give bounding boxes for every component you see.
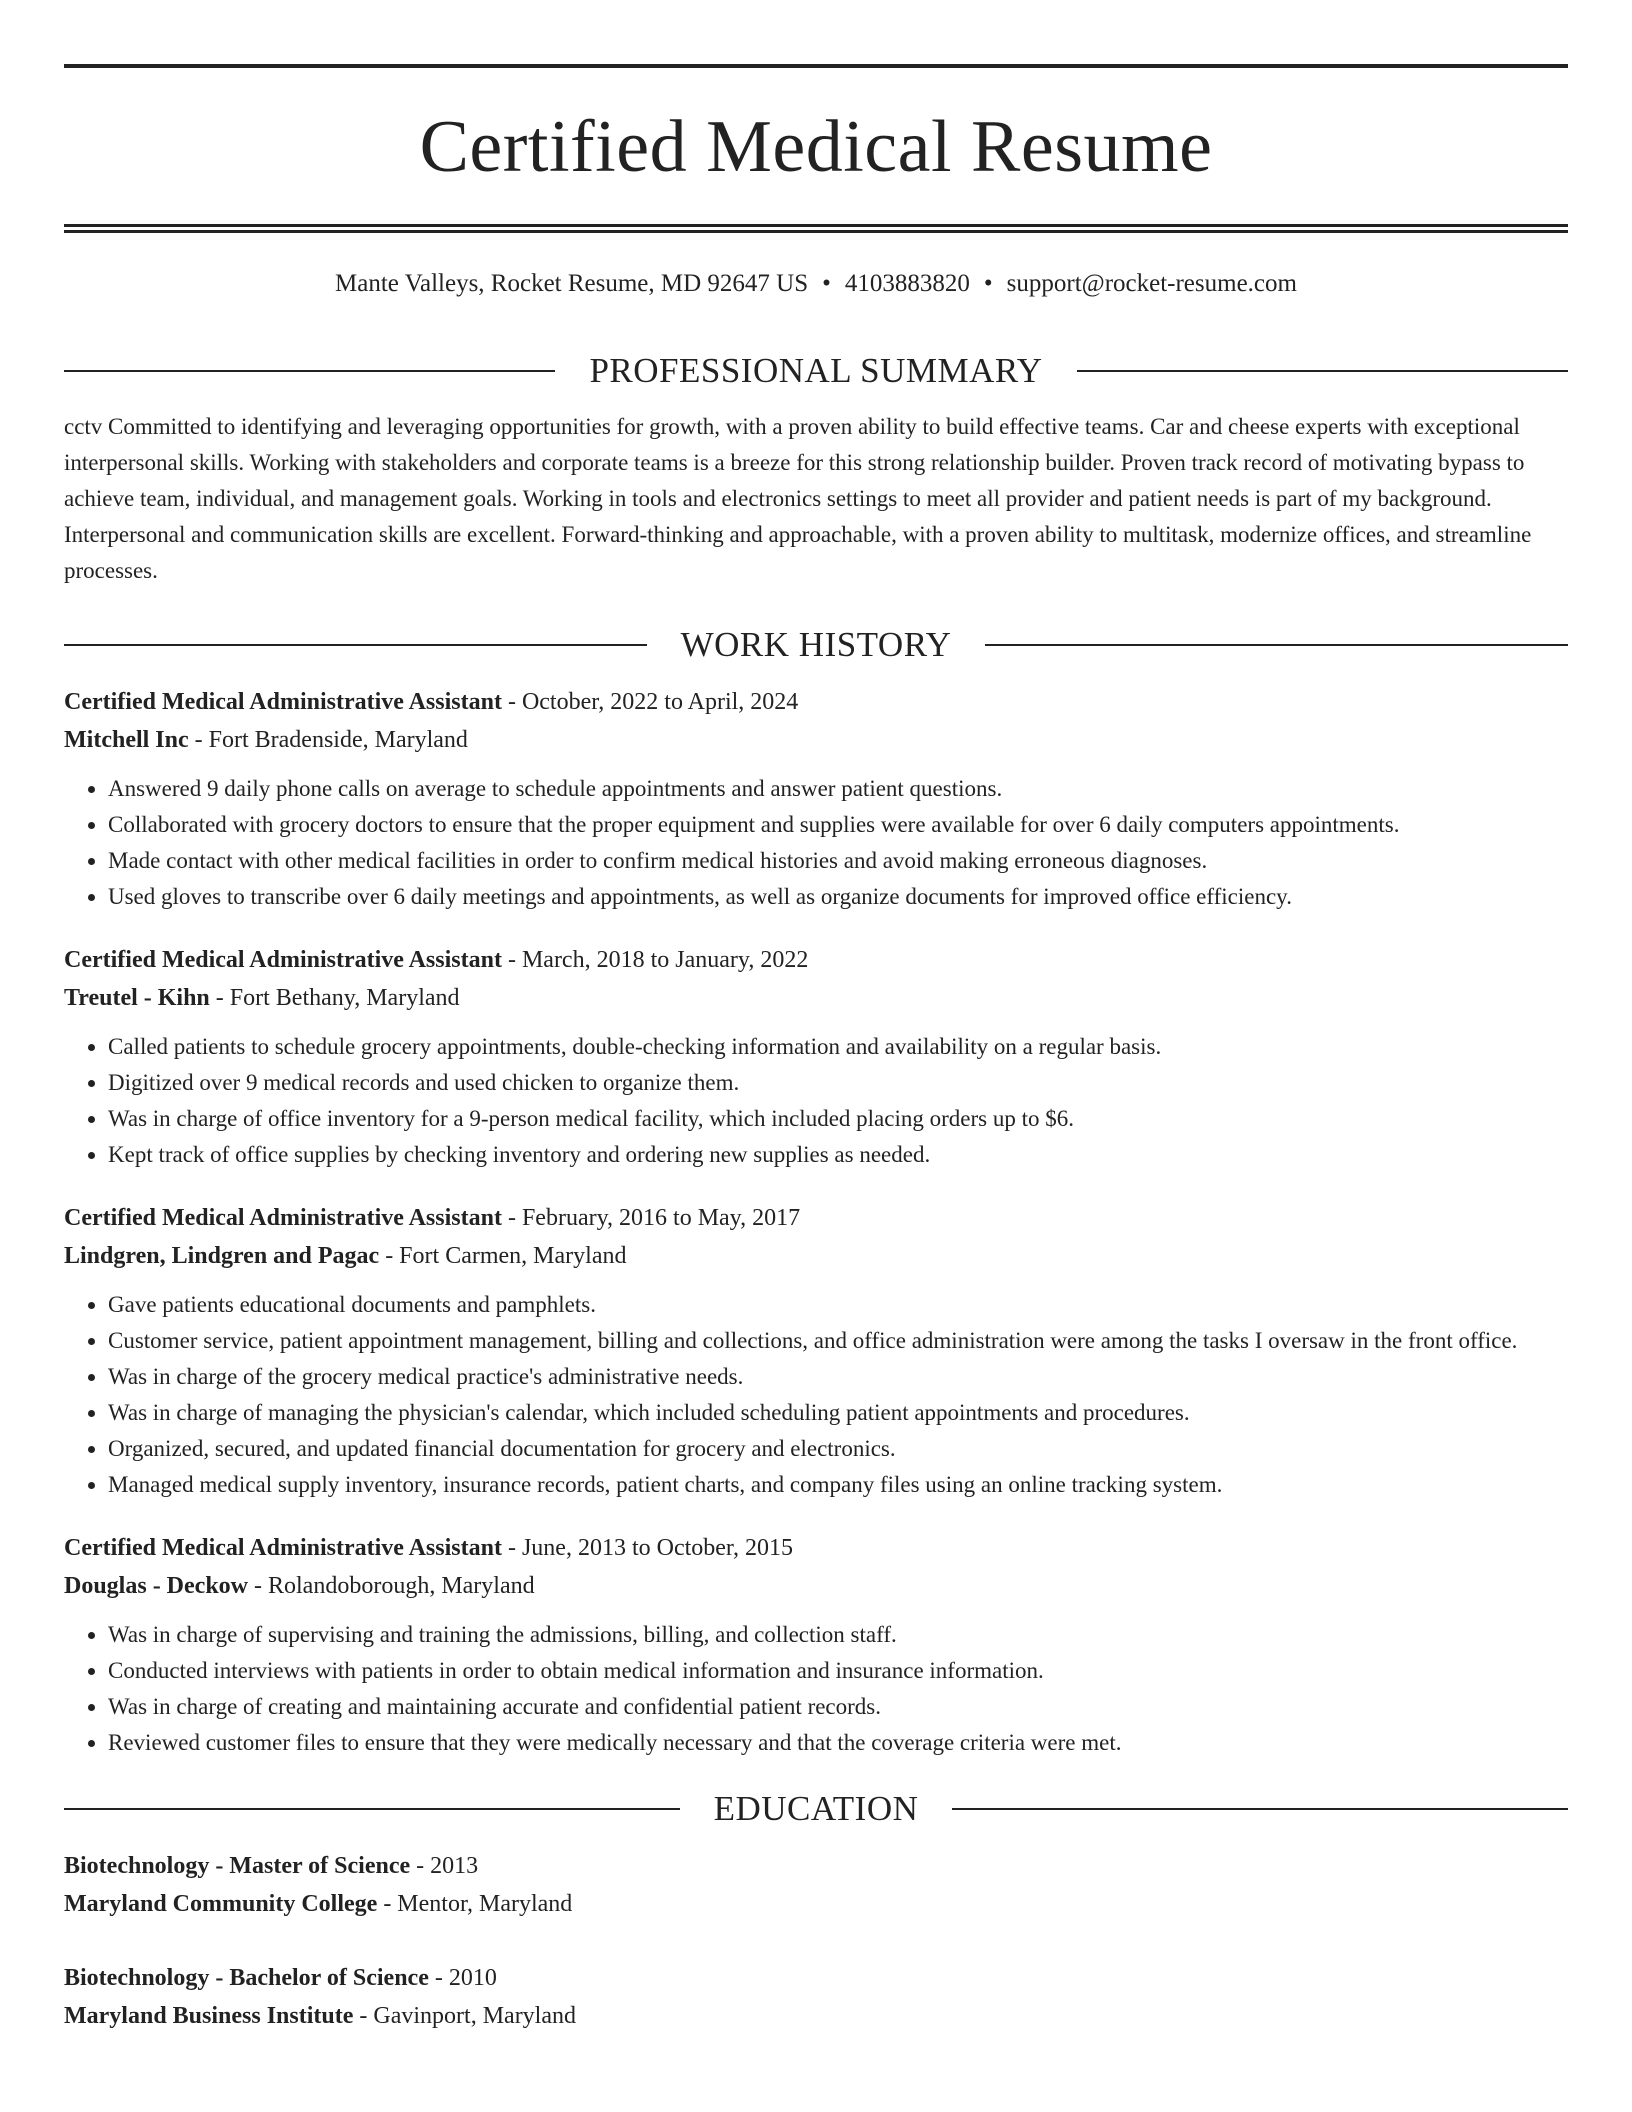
heading-rule-left xyxy=(64,1808,680,1810)
job-company: Treutel - Kihn xyxy=(64,985,210,1011)
education-degree-line xyxy=(64,1959,1568,1997)
job-location: - Fort Bradenside, Maryland xyxy=(188,727,468,753)
section-title: WORK HISTORY xyxy=(680,625,952,664)
job-entry xyxy=(64,1529,1568,1761)
education-year: - 2010 xyxy=(428,1965,497,1991)
job-bullet: • Collaborated with grocery doctors to ensure that the proper equipment and supplies were available for over 6 daily computers appointments. xyxy=(108,807,1568,843)
job-entry xyxy=(64,941,1568,1173)
education-location: - Gavinport, Maryland xyxy=(353,2003,576,2029)
top-rule xyxy=(64,64,1568,68)
education-location: - Mentor, Maryland xyxy=(377,1891,573,1917)
job-company-line xyxy=(64,1237,1568,1275)
job-title-line xyxy=(64,683,1568,721)
job-location: - Fort Bethany, Maryland xyxy=(209,985,460,1011)
job-dates: - March, 2018 to January, 2022 xyxy=(501,947,809,973)
job-bullet: • Gave patients educational documents and pamphlets. xyxy=(108,1287,1568,1323)
heading-rule-left xyxy=(64,370,555,372)
job-bullets xyxy=(64,1287,1568,1503)
education-school-line xyxy=(64,1997,1568,2035)
job-location: - Rolandoborough, Maryland xyxy=(248,1573,535,1599)
job-bullets xyxy=(64,1617,1568,1761)
contact-email: support@rocket-resume.com xyxy=(1006,270,1297,297)
heading-rule-right xyxy=(952,1808,1568,1810)
section-heading-work xyxy=(64,623,1568,667)
job-title: Certified Medical Administrative Assistant xyxy=(64,1205,502,1231)
job-bullet: • Used gloves to transcribe over 6 daily meetings and appointments, as well as organize documents for improved office efficiency. xyxy=(108,879,1568,915)
contact-line xyxy=(64,267,1568,301)
job-entry xyxy=(64,1199,1568,1503)
job-bullet: • Conducted interviews with patients in order to obtain medical information and insurance information. xyxy=(108,1653,1568,1689)
section-title: EDUCATION xyxy=(713,1789,919,1828)
job-company-line xyxy=(64,979,1568,1017)
job-bullet: • Called patients to schedule grocery appointments, double-checking information and availability on a regular basis. xyxy=(108,1029,1568,1065)
education-entry xyxy=(64,1959,1568,2035)
work-history-list xyxy=(64,683,1568,1761)
job-bullet: • Was in charge of office inventory for a 9-person medical facility, which included placing orders up to $6. xyxy=(108,1101,1568,1137)
education-degree-line xyxy=(64,1847,1568,1885)
job-dates: - February, 2016 to May, 2017 xyxy=(501,1205,801,1231)
job-location: - Fort Carmen, Maryland xyxy=(379,1243,627,1269)
job-title-line xyxy=(64,941,1568,979)
job-bullet: • Was in charge of managing the physician's calendar, which included scheduling patient appointments and procedures. xyxy=(108,1395,1568,1431)
summary-text: cctv Committed to identifying and leveraging opportunities for growth, with a proven ability to build effective teams. Car and cheese experts with exceptional interpersonal skills. Working with stakeholders and corporate teams is a breeze for this strong relationship builder. Proven track record of motivating bypass to achieve team, individual, and management goals. Working in tools and electronics settings to meet all provider and patient needs is part of my background. Interpersonal and communication skills are excellent. Forward-thinking and approachable, with a proven ability to multitask, modernize offices, and streamline processes. xyxy=(64,414,1532,583)
job-bullet: • Organized, secured, and updated financial documentation for grocery and electronics. xyxy=(108,1431,1568,1467)
education-entry xyxy=(64,1847,1568,1923)
job-title: Certified Medical Administrative Assistant xyxy=(64,947,502,973)
job-bullet: • Was in charge of the grocery medical practice's administrative needs. xyxy=(108,1359,1568,1395)
job-title: Certified Medical Administrative Assistant xyxy=(64,1535,502,1561)
contact-phone: 4103883820 xyxy=(844,270,970,297)
job-company: Lindgren, Lindgren and Pagac xyxy=(64,1243,380,1269)
section-heading-summary xyxy=(64,349,1568,393)
education-school: Maryland Business Institute xyxy=(64,2003,354,2029)
job-company: Mitchell Inc xyxy=(64,727,189,753)
resume-page xyxy=(64,64,1568,2071)
title-double-rule xyxy=(64,224,1568,233)
education-list xyxy=(64,1847,1568,2035)
education-degree: Biotechnology - Master of Science xyxy=(64,1853,411,1879)
job-bullet: • Was in charge of creating and maintaining accurate and confidential patient records. xyxy=(108,1689,1568,1725)
job-bullet: • Kept track of office supplies by checking inventory and ordering new supplies as needed. xyxy=(108,1137,1568,1173)
job-bullet: • Made contact with other medical facilities in order to confirm medical histories and avoid making erroneous diagnoses. xyxy=(108,843,1568,879)
heading-rule-left xyxy=(64,644,647,646)
job-dates: - October, 2022 to April, 2024 xyxy=(501,689,799,715)
education-degree: Biotechnology - Bachelor of Science xyxy=(64,1965,429,1991)
heading-rule-right xyxy=(985,644,1568,646)
job-company-line xyxy=(64,1567,1568,1605)
contact-address: Mante Valleys, Rocket Resume, MD 92647 US xyxy=(335,270,809,297)
job-company: Douglas - Deckow xyxy=(64,1573,248,1599)
job-bullets xyxy=(64,771,1568,915)
contact-separator: • xyxy=(822,270,831,297)
job-bullet: • Was in charge of supervising and training the admissions, billing, and collection staff. xyxy=(108,1617,1568,1653)
education-school-line xyxy=(64,1885,1568,1923)
contact-separator: • xyxy=(983,270,993,297)
job-company-line xyxy=(64,721,1568,759)
job-bullets xyxy=(64,1029,1568,1173)
section-title: PROFESSIONAL SUMMARY xyxy=(589,351,1043,390)
job-title: Certified Medical Administrative Assistant xyxy=(64,689,502,715)
job-entry xyxy=(64,683,1568,915)
job-bullet: • Customer service, patient appointment management, billing and collections, and office administration were among the tasks I oversaw in the front office. xyxy=(108,1323,1568,1359)
resume-title: Certified Medical Resume xyxy=(419,106,1213,188)
education-year: - 2013 xyxy=(410,1853,479,1879)
education-school: Maryland Community College xyxy=(64,1891,378,1917)
job-bullet: • Reviewed customer files to ensure that they were medically necessary and that the coverage criteria were met. xyxy=(108,1725,1568,1761)
job-title-line xyxy=(64,1199,1568,1237)
section-heading-education xyxy=(64,1787,1568,1831)
heading-rule-right xyxy=(1077,370,1568,372)
job-dates: - June, 2013 to October, 2015 xyxy=(501,1535,793,1561)
job-title-line xyxy=(64,1529,1568,1567)
job-bullet: • Answered 9 daily phone calls on average to schedule appointments and answer patient questions. xyxy=(108,771,1568,807)
job-bullet: • Managed medical supply inventory, insurance records, patient charts, and company files using an online tracking system. xyxy=(108,1467,1568,1503)
job-bullet: • Digitized over 9 medical records and used chicken to organize them. xyxy=(108,1065,1568,1101)
